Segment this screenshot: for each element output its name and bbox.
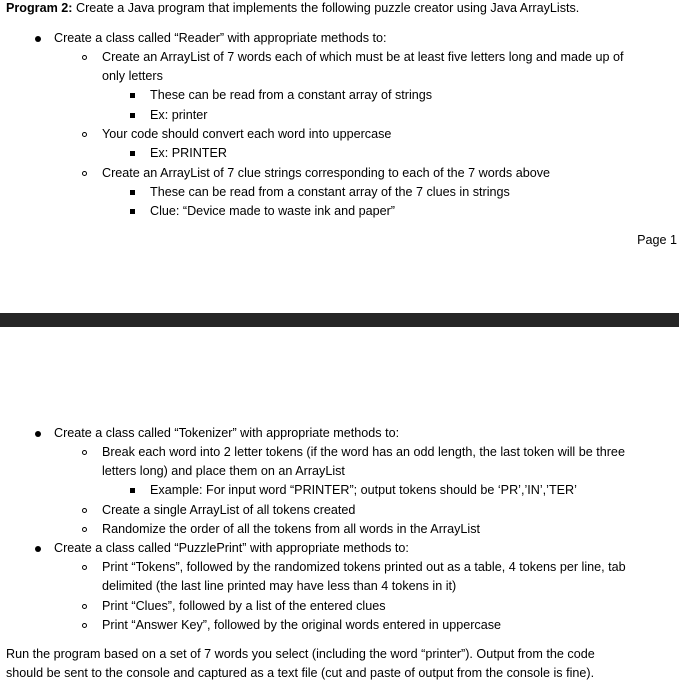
tok-item1-sub1: Example: For input word “PRINTER”; output tokens should be ‘PR’,’IN’,’TER’ (150, 483, 577, 497)
bullet-dot (35, 36, 41, 42)
bullet-circle (82, 527, 87, 532)
bullet-circle (82, 55, 87, 60)
reader-item1-line1: Create an ArrayList of 7 words each of which must be at least five letters long and made up of (102, 50, 624, 64)
bullet-square (130, 93, 135, 98)
bullet-circle (82, 604, 87, 609)
reader-class-item: Create a class called “Reader” with appropriate methods to: (54, 31, 387, 45)
reader-item2-sub1: Ex: PRINTER (150, 146, 227, 160)
tok-item1-line1: Break each word into 2 letter tokens (if the word has an odd length, the last token will be three (102, 445, 625, 459)
program-heading-label: Program 2: (6, 1, 73, 15)
tokenizer-class-item: Create a class called “Tokenizer” with appropriate methods to: (54, 426, 400, 440)
bullet-square (130, 151, 135, 156)
reader-item3-sub1: These can be read from a constant array of the 7 clues in strings (150, 185, 510, 199)
reader-item1-line2: only letters (102, 69, 163, 83)
pp-item2: Print “Clues”, followed by a list of the entered clues (102, 599, 386, 613)
bullet-circle (82, 565, 87, 570)
run-instructions-line2: should be sent to the console and captured as a text file (cut and paste of output from the console is fine). (6, 666, 595, 680)
tok-item1-line2: letters long) and place them on an ArrayList (102, 464, 345, 478)
bullet-circle (82, 171, 87, 176)
page-number: Page 1 (637, 233, 677, 247)
page-break (0, 313, 679, 327)
reader-item3: Create an ArrayList of 7 clue strings corresponding to each of the 7 words above (102, 166, 551, 180)
bullet-circle (82, 450, 87, 455)
tok-item3: Randomize the order of all the tokens from all words in the ArrayList (102, 522, 480, 536)
bullet-circle (82, 132, 87, 137)
bullet-square (130, 190, 135, 195)
pp-item3: Print “Answer Key”, followed by the original words entered in uppercase (102, 618, 502, 632)
bullet-square (130, 488, 135, 493)
reader-item3-sub2: Clue: “Device made to waste ink and paper” (150, 204, 396, 218)
pp-item1-line1: Print “Tokens”, followed by the randomized tokens printed out as a table, 4 tokens per line, tab (102, 560, 626, 574)
reader-item1-sub2: Ex: printer (150, 108, 208, 122)
reader-item2: Your code should convert each word into uppercase (102, 127, 392, 141)
bullet-circle (82, 623, 87, 628)
bullet-circle (82, 508, 87, 513)
run-instructions-line1: Run the program based on a set of 7 words you select (including the word “printer”). Output from the code (6, 647, 595, 661)
program-heading-text: Create a Java program that implements the following puzzle creator using Java ArrayLists. (72, 1, 580, 15)
bullet-dot (35, 431, 41, 437)
tok-item2: Create a single ArrayList of all tokens created (102, 503, 356, 517)
bullet-square (130, 113, 135, 118)
bullet-dot (35, 546, 41, 552)
pp-item1-line2: delimited (the last line printed may have less than 4 tokens in it) (102, 579, 457, 593)
reader-item1-sub1: These can be read from a constant array of strings (150, 88, 433, 102)
puzzleprint-class-item: Create a class called “PuzzlePrint” with appropriate methods to: (54, 541, 409, 555)
program-heading (6, 0, 579, 17)
bullet-square (130, 209, 135, 214)
